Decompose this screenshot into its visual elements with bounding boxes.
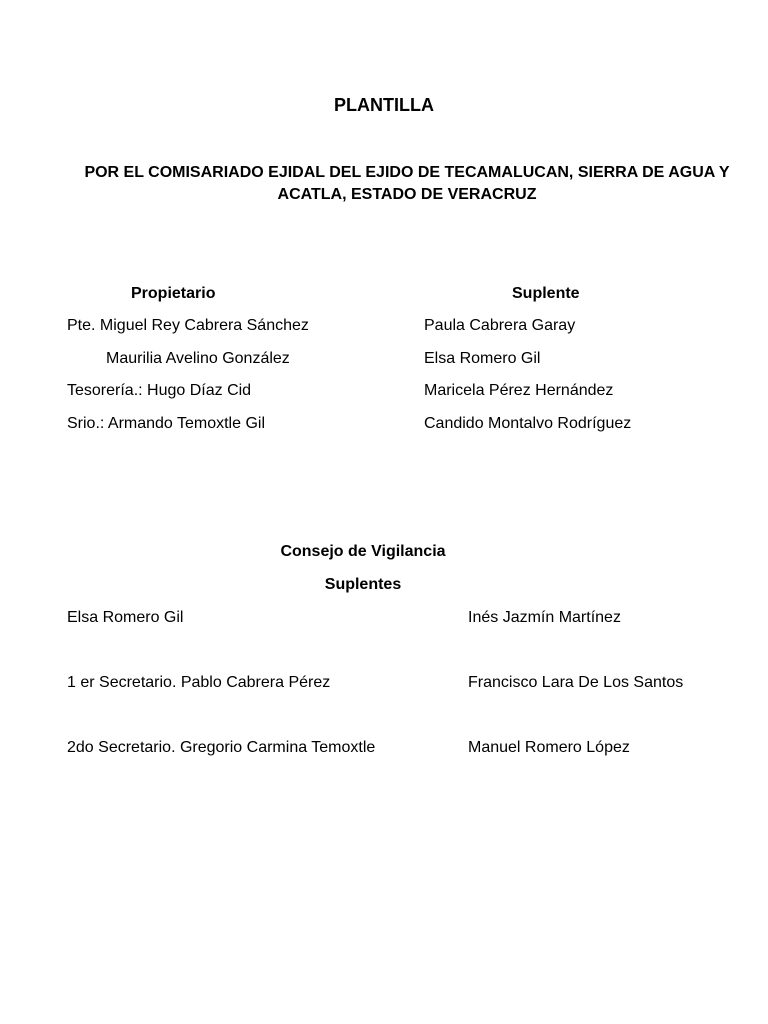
propietario-header: Propietario: [131, 285, 216, 302]
suplente-row-4: Candido Montalvo Rodríguez: [424, 415, 632, 432]
propietario-row-2: Maurilia Avelino González: [106, 350, 290, 367]
consejo-right-row-2: Francisco Lara De Los Santos: [468, 674, 684, 691]
consejo-right-row-1: Inés Jazmín Martínez: [468, 609, 621, 626]
suplente-row-1: Paula Cabrera Garay: [424, 317, 576, 334]
consejo-left-row-3: 2do Secretario. Gregorio Carmina Temoxtle: [67, 739, 376, 756]
consejo-left-row-1: Elsa Romero Gil: [67, 609, 184, 626]
suplente-row-2: Elsa Romero Gil: [424, 350, 541, 367]
suplente-row-3: Maricela Pérez Hernández: [424, 382, 614, 399]
consejo-left-row-2: 1 er Secretario. Pablo Cabrera Pérez: [67, 674, 331, 691]
propietario-row-3: Tesorería.: Hugo Díaz Cid: [67, 382, 252, 399]
suplente-header: Suplente: [512, 285, 580, 302]
propietario-row-1: Pte. Miguel Rey Cabrera Sánchez: [67, 317, 309, 334]
consejo-subheading: Suplentes: [324, 576, 402, 593]
consejo-right-row-3: Manuel Romero López: [468, 739, 630, 756]
propietario-row-4: Srio.: Armando Temoxtle Gil: [67, 415, 266, 432]
page-subtitle: POR EL COMISARIADO EJIDAL DEL EJIDO DE TECAMALUCAN, SIERRA DE AGUA Y ACATLA, ESTADO DE VERACRUZ: [84, 164, 730, 203]
consejo-heading: Consejo de Vigilancia: [280, 543, 446, 560]
page-title: PLANTILLA: [334, 95, 434, 115]
